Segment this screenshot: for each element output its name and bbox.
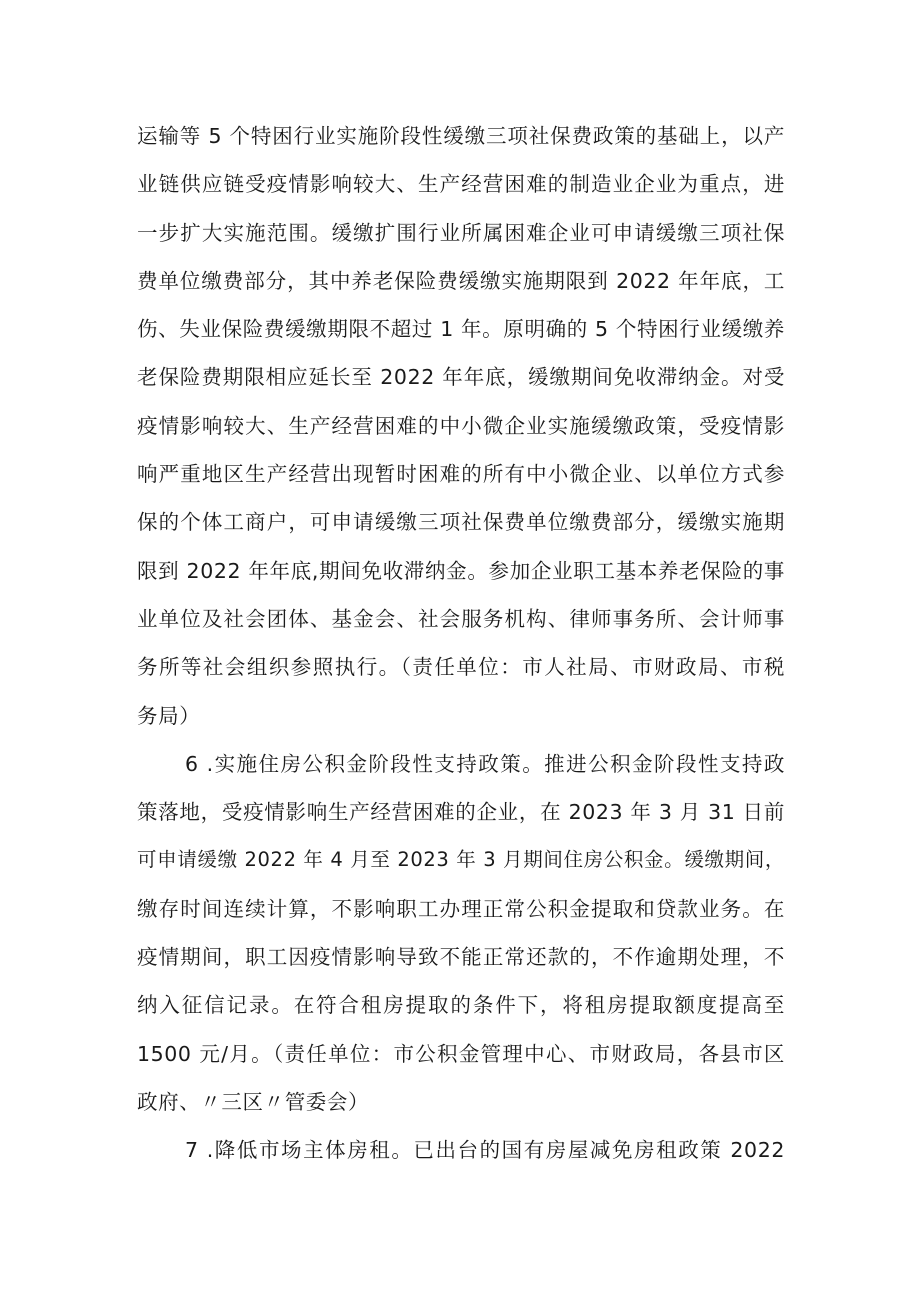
paragraph-housing-fund <box>137 740 785 1126</box>
text-line: 运输等 5 个特困行业实施阶段性缓缴三项社保费政策的基础上，以产 <box>137 124 785 148</box>
text-line: 策落地，受疫情影响生产经营困难的企业，在 2023 年 3 月 31 日前 <box>137 800 785 825</box>
text-line: 业单位及社会团体、基金会、社会服务机构、律师事务所、会计师事 <box>137 606 785 631</box>
text-line: 伤、失业保险费缓缴期限不超过 1 年。原明确的 5 个特困行业缓缴养 <box>137 317 785 342</box>
text-line: 1500 元/月。（责任单位：市公积金管理中心、市财政局，各县市区 <box>137 1041 785 1066</box>
paragraph-first-line: 7 .降低市场主体房租。已出台的国有房屋减免房租政策 2022 <box>185 1138 785 1163</box>
text-line: 政府、〃三区〃管委会） <box>137 1089 370 1114</box>
paragraph-rent-reduction <box>137 1126 785 1174</box>
text-line: 限到 2022 年年底,期间免收滞纳金。参加企业职工基本养老保险的事 <box>137 558 785 583</box>
text-line: 可申请缓缴 2022 年 4 月至 2023 年 3 月期间住房公积金。缓缴期间， <box>137 848 785 872</box>
text-line: 一步扩大实施范围。缓缴扩围行业所属困难企业可申请缓缴三项社保 <box>137 220 785 245</box>
text-line: 疫情期间，职工因疫情影响导致不能正常还款的，不作逾期处理，不 <box>137 945 785 970</box>
text-line: 响严重地区生产经营出现暂时困难的所有中小微企业、以单位方式参 <box>137 462 785 487</box>
text-line: 保的个体工商户，可申请缓缴三项社保费单位缴费部分，缓缴实施期 <box>137 510 785 535</box>
paragraph-social-insurance <box>137 112 785 740</box>
paragraph-first-line: 6 .实施住房公积金阶段性支持政策。推进公积金阶段性支持政 <box>185 751 785 776</box>
text-line: 业链供应链受疫情影响较大、生产经营困难的制造业企业为重点，进 <box>137 172 785 197</box>
text-line: 疫情影响较大、生产经营困难的中小微企业实施缓缴政策，受疫情影 <box>137 413 785 438</box>
text-line: 费单位缴费部分，其中养老保险费缓缴实施期限到 2022 年年底，工 <box>137 268 785 293</box>
text-line: 纳入征信记录。在符合租房提取的条件下，将租房提取额度提高至 <box>137 993 785 1018</box>
document-page <box>137 112 785 1175</box>
text-line: 务局） <box>137 703 201 728</box>
text-line: 缴存时间连续计算，不影响职工办理正常公积金提取和贷款业务。在 <box>137 896 785 921</box>
text-line: 老保险费期限相应延长至 2022 年年底，缓缴期间免收滞纳金。对受 <box>137 365 785 390</box>
text-line: 务所等社会组织参照执行。（责任单位：市人社局、市财政局、市税 <box>137 655 785 680</box>
